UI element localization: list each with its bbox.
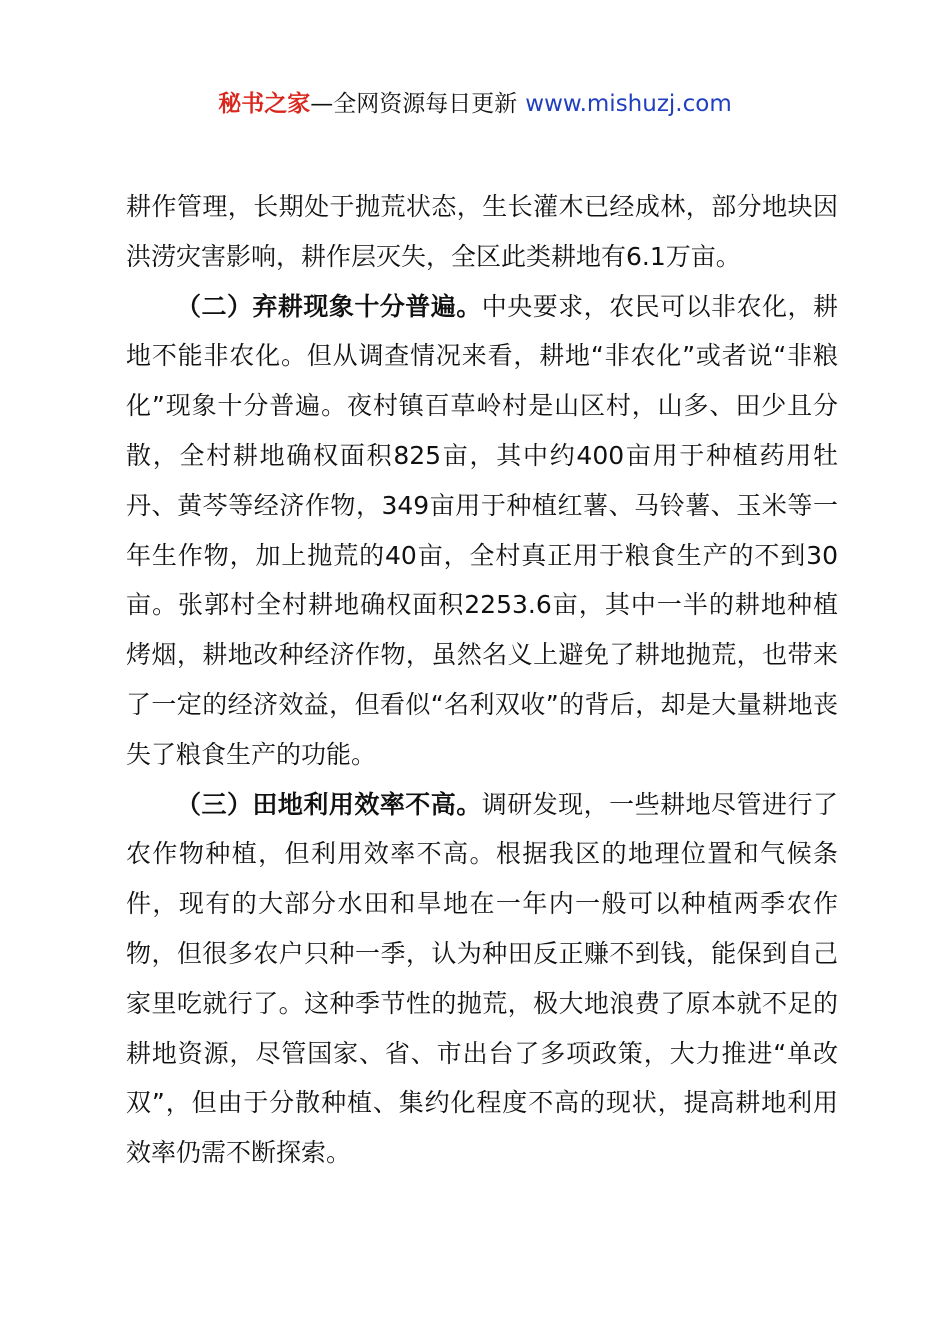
- section-heading: （三）田地利用效率不高。: [176, 789, 482, 819]
- paragraph-text: 耕作管理，长期处于抛荒状态，生长灌木已经成林，部分地块因洪涝灾害影响，耕作层灭失，全区此类耕地有6.1万亩。: [126, 192, 838, 271]
- site-brand: 秘书之家: [218, 91, 311, 117]
- site-header: [0, 86, 950, 122]
- section-heading: （二）弃耕现象十分普遍。: [176, 291, 482, 321]
- site-tagline: —全网资源每日更新: [310, 91, 518, 117]
- site-url-link[interactable]: www.mishuzj.com: [525, 91, 732, 117]
- paragraph-continuation: [126, 182, 838, 282]
- paragraph-text: 调研发现，一些耕地尽管进行了农作物种植，但利用效率不高。根据我区的地理位置和气候条件，现有的大部分水田和旱地在一年内一般可以种植两季农作物，但很多农户只种一季，认为种田反正赚不到钱，能保到自己家里吃就行了。这种季节性的抛荒，极大地浪费了原本就不足的耕地资源，尽管国家、省、市出台了多项政策，大力推进“单改双”，但由于分散种植、集约化程度不高的现状，提高耕地利用效率仍需不断探索。: [126, 789, 838, 1168]
- document-body: [126, 182, 838, 1178]
- paragraph-section-2: [126, 282, 838, 780]
- paragraph-text: 中央要求，农民可以非农化，耕地不能非农化。但从调查情况来看，耕地“非农化”或者说“非粮化”现象十分普遍。夜村镇百草岭村是山区村，山多、田少且分散，全村耕地确权面积825亩，其中约400亩用于种植药用牡丹、黄芩等经济作物，349亩用于种植红薯、马铃薯、玉米等一年生作物，加上抛荒的40亩，全村真正用于粮食生产的不到30亩。张郭村全村耕地确权面积2253.6亩，其中一半的耕地种植烤烟，耕地改种经济作物，虽然名义上避免了耕地抛荒，也带来了一定的经济效益，但看似“名利双收”的背后，却是大量耕地丧失了粮食生产的功能。: [126, 291, 838, 769]
- paragraph-section-3: [126, 780, 838, 1178]
